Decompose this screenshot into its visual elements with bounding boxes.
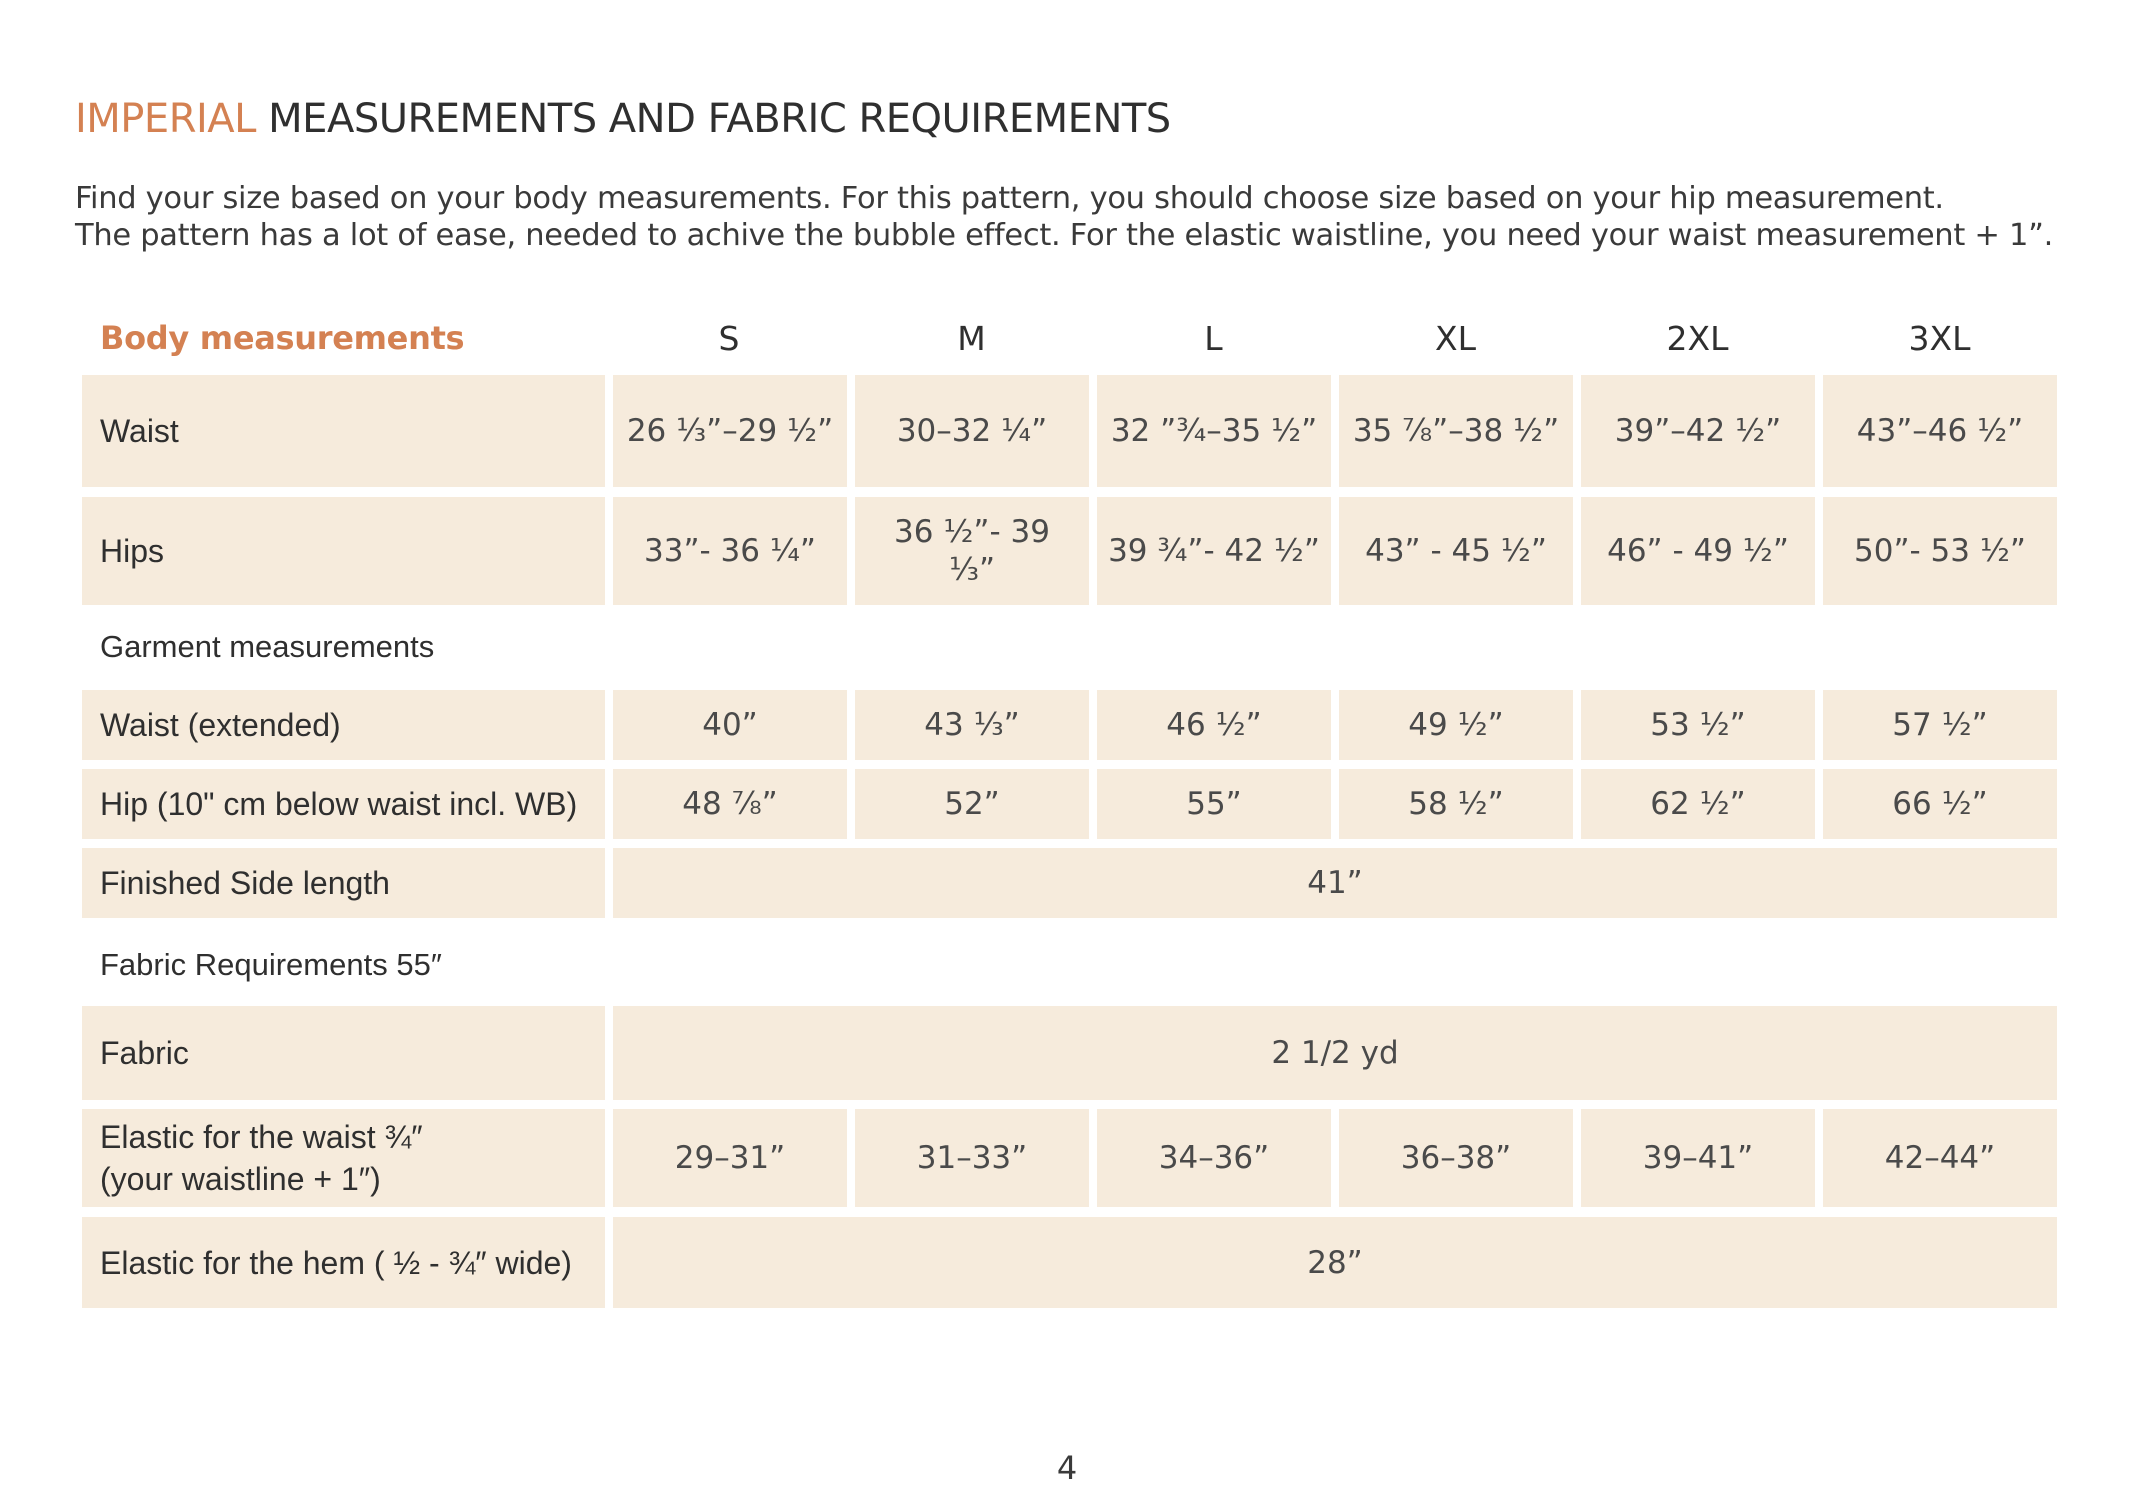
- waist-extended-cell-3xl: 57 ½”: [1823, 690, 2057, 760]
- elastic-waist-cell-2xl: 39–41”: [1581, 1109, 1815, 1207]
- waist-extended-cell-m: 43 ⅓”: [855, 690, 1089, 760]
- waist-extended-cell-xl: 49 ½”: [1339, 690, 1573, 760]
- size-header-2xl: 2XL: [1666, 318, 1729, 358]
- hip-cell-l: 55”: [1097, 769, 1331, 839]
- intro-text: [75, 180, 2095, 254]
- waist-cell-2xl: 39”–42 ½”: [1581, 375, 1815, 487]
- finished-side-length-value: 41”: [613, 848, 2057, 918]
- elastic-waist-cell-s: 29–31”: [613, 1109, 847, 1207]
- hips-cell-s: 33”- 36 ¼”: [613, 497, 847, 605]
- hips-cell-3xl: 50”- 53 ½”: [1823, 497, 2057, 605]
- hip-cell-s: 48 ⅞”: [613, 769, 847, 839]
- hips-cell-m: [855, 497, 1089, 605]
- hips-cell-m-line-2: ⅓”: [948, 552, 996, 588]
- size-header-3xl: 3XL: [1908, 318, 1971, 358]
- elastic-waist-label-line-2: (your waistline + 1″): [100, 1161, 381, 1197]
- size-header-m: M: [957, 318, 986, 358]
- waist-extended-cell-l: 46 ½”: [1097, 690, 1331, 760]
- hips-cell-l: 39 ¾”- 42 ½”: [1097, 497, 1331, 605]
- fabric-value: 2 1/2 yd: [613, 1006, 2057, 1100]
- row-label-hips: Hips: [82, 497, 605, 605]
- elastic-waist-cell-m: 31–33”: [855, 1109, 1089, 1207]
- title-accent: IMPERIAL: [75, 96, 256, 142]
- intro-line-2: The pattern has a lot of ease, needed to achive the bubble effect. For the elastic waistline, you need your waist measurement + 1”.: [75, 218, 2054, 253]
- hip-cell-xl: 58 ½”: [1339, 769, 1573, 839]
- row-label-finished-side-length: Finished Side length: [82, 848, 605, 918]
- size-header-s: S: [718, 318, 740, 358]
- elastic-waist-cell-l: 34–36”: [1097, 1109, 1331, 1207]
- hip-cell-3xl: 66 ½”: [1823, 769, 2057, 839]
- section-heading-body-measurements: Body measurements: [100, 319, 465, 357]
- waist-cell-s: 26 ⅓”–29 ½”: [613, 375, 847, 487]
- waist-cell-m: 30–32 ¼”: [855, 375, 1089, 487]
- hip-cell-2xl: 62 ½”: [1581, 769, 1815, 839]
- elastic-hem-value: 28”: [613, 1217, 2057, 1308]
- page-number: 4: [1056, 1449, 1078, 1487]
- size-header-xl: XL: [1435, 318, 1476, 358]
- row-label-elastic-waist: [82, 1109, 605, 1207]
- hips-cell-xl: 43” - 45 ½”: [1339, 497, 1573, 605]
- elastic-waist-cell-xl: 36–38”: [1339, 1109, 1573, 1207]
- row-label-fabric: Fabric: [82, 1006, 605, 1100]
- row-label-waist: Waist: [82, 375, 605, 487]
- size-header-l: L: [1204, 318, 1223, 358]
- elastic-waist-label-line-1: Elastic for the waist ¾″: [100, 1119, 423, 1155]
- row-label-elastic-hem: Elastic for the hem ( ½ - ¾″ wide): [82, 1217, 605, 1308]
- hips-cell-2xl: 46” - 49 ½”: [1581, 497, 1815, 605]
- elastic-waist-cell-3xl: 42–44”: [1823, 1109, 2057, 1207]
- waist-extended-cell-s: 40”: [613, 690, 847, 760]
- section-heading-garment-measurements: Garment measurements: [100, 629, 435, 664]
- row-label-waist-extended: Waist (extended): [82, 690, 605, 760]
- waist-cell-l: 32 ”¾–35 ½”: [1097, 375, 1331, 487]
- waist-cell-3xl: 43”–46 ½”: [1823, 375, 2057, 487]
- waist-extended-cell-2xl: 53 ½”: [1581, 690, 1815, 760]
- section-heading-fabric-requirements: Fabric Requirements 55″: [100, 947, 442, 982]
- title-rest: MEASUREMENTS AND FABRIC REQUIREMENTS: [255, 96, 1171, 142]
- intro-line-1: Find your size based on your body measurements. For this pattern, you should choose size based on your hip measurement.: [75, 181, 1944, 216]
- row-label-hip: Hip (10" cm below waist incl. WB): [82, 769, 605, 839]
- page-title: [75, 96, 1171, 142]
- waist-cell-xl: 35 ⅞”–38 ½”: [1339, 375, 1573, 487]
- hip-cell-m: 52”: [855, 769, 1089, 839]
- hips-cell-m-line-1: 36 ½”- 39: [894, 514, 1050, 550]
